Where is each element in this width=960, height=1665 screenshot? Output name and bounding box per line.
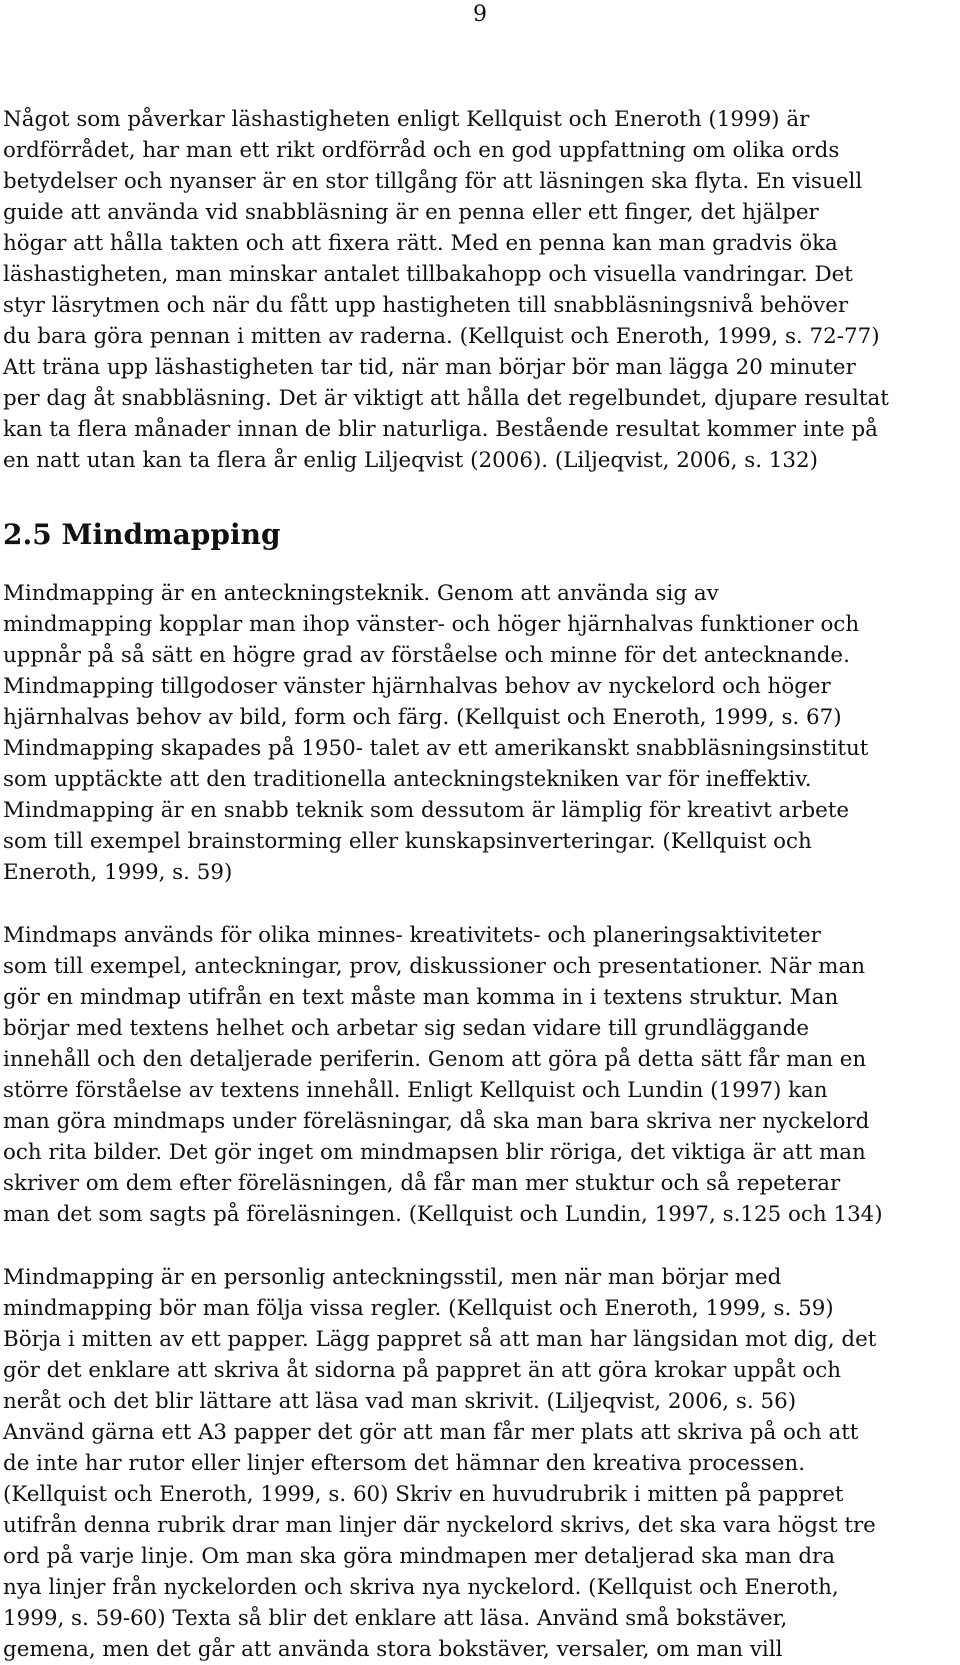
intro-paragraph — [3, 104, 953, 476]
text-line: betydelser och nyanser är en stor tillgång för att läsningen ska flyta. En visuell — [3, 169, 863, 194]
text-line: som till exempel, anteckningar, prov, diskussioner och presentationer. När man — [3, 954, 865, 979]
text-line: man det som sagts på föreläsningen. (Kellquist och Lundin, 1997, s.125 och 134) — [3, 1202, 883, 1227]
text-line: hjärnhalvas behov av bild, form och färg. (Kellquist och Eneroth, 1999, s. 67) — [3, 705, 842, 730]
spacer — [3, 476, 953, 518]
text-line: nya linjer från nyckelorden och skriva nya nyckelord. (Kellquist och Eneroth, — [3, 1575, 839, 1600]
text-line: Börja i mitten av ett papper. Lägg pappret så att man har längsidan mot dig, det — [3, 1327, 877, 1352]
section-paragraph-3 — [3, 1262, 953, 1665]
text-line: man göra mindmaps under föreläsningar, då ska man bara skriva ner nyckelord — [3, 1109, 870, 1134]
text-line: gör en mindmap utifrån en text måste man komma in i textens struktur. Man — [3, 985, 839, 1010]
text-line: en natt utan kan ta flera år enlig Liljeqvist (2006). (Liljeqvist, 2006, s. 132) — [3, 448, 818, 473]
spacer — [3, 888, 953, 920]
text-line: kan ta flera månader innan de blir naturliga. Bestående resultat kommer inte på — [3, 417, 878, 442]
text-line: Mindmapping är en anteckningsteknik. Genom att använda sig av — [3, 581, 719, 606]
text-line: mindmapping bör man följa vissa regler. (Kellquist och Eneroth, 1999, s. 59) — [3, 1296, 834, 1321]
text-line: skriver om dem efter föreläsningen, då får man mer stuktur och så repeterar — [3, 1171, 841, 1196]
text-line: Mindmapping tillgodoser vänster hjärnhalvas behov av nyckelord och höger — [3, 674, 831, 699]
page-number: 9 — [473, 2, 487, 27]
text-line: högar att hålla takten och att fixera rätt. Med en penna kan man gradvis öka — [3, 231, 838, 256]
text-line: per dag åt snabbläsning. Det är viktigt att hålla det regelbundet, djupare resultat — [3, 386, 889, 411]
spacer — [3, 1230, 953, 1262]
text-line: Mindmapping skapades på 1950- talet av ett amerikanskt snabbläsningsinstitut — [3, 736, 869, 761]
section-paragraph-1 — [3, 578, 953, 888]
text-line: börjar med textens helhet och arbetar sig sedan vidare till grundläggande — [3, 1016, 809, 1041]
text-line: Använd gärna ett A3 papper det gör att man får mer plats att skriva på och att — [3, 1420, 859, 1445]
text-line: Mindmapping är en personlig anteckningsstil, men när man börjar med — [3, 1265, 782, 1290]
text-line: uppnår på så sätt en högre grad av förståelse och minne för det antecknande. — [3, 643, 850, 668]
section-paragraph-2 — [3, 920, 953, 1230]
spacer — [3, 552, 953, 578]
text-line: och rita bilder. Det gör inget om mindmapsen blir röriga, det viktiga är att man — [3, 1140, 866, 1165]
text-line: gemena, men det går att använda stora bokstäver, versaler, om man vill — [3, 1637, 783, 1662]
text-line: innehåll och den detaljerade periferin. Genom att göra på detta sätt får man en — [3, 1047, 867, 1072]
text-line: mindmapping kopplar man ihop vänster- och höger hjärnhalvas funktioner och — [3, 612, 860, 637]
text-line: större förståelse av textens innehåll. Enligt Kellquist och Lundin (1997) kan — [3, 1078, 828, 1103]
text-line: utifrån denna rubrik drar man linjer där nyckelord skrivs, det ska vara högst tre — [3, 1513, 876, 1538]
text-line: Att träna upp läshastigheten tar tid, när man börjar bör man lägga 20 minuter — [3, 355, 856, 380]
document-body — [3, 104, 953, 1665]
text-line: styr läsrytmen och när du fått upp hastigheten till snabbläsningsnivå behöver — [3, 293, 849, 318]
text-line: de inte har rutor eller linjer eftersom det hämnar den kreativa processen. — [3, 1451, 806, 1476]
text-line: som upptäckte att den traditionella anteckningstekniken var för ineffektiv. — [3, 767, 812, 792]
text-line: läshastigheten, man minskar antalet tillbakahopp och visuella vandringar. Det — [3, 262, 853, 287]
section-heading: 2.5 Mindmapping — [3, 518, 281, 551]
text-line: Mindmaps används för olika minnes- kreativitets- och planeringsaktiviteter — [3, 923, 821, 948]
text-line: 1999, s. 59-60) Texta så blir det enklare att läsa. Använd små bokstäver, — [3, 1606, 788, 1631]
text-line: gör det enklare att skriva åt sidorna på pappret än att göra krokar uppåt och — [3, 1358, 842, 1383]
text-line: ord på varje linje. Om man ska göra mindmapen mer detaljerad ska man dra — [3, 1544, 836, 1569]
text-line: Mindmapping är en snabb teknik som dessutom är lämplig för kreativt arbete — [3, 798, 850, 823]
text-line: ordförrådet, har man ett rikt ordförråd och en god uppfattning om olika ords — [3, 138, 840, 163]
text-line: du bara göra pennan i mitten av raderna. (Kellquist och Eneroth, 1999, s. 72-77) — [3, 324, 880, 349]
text-line: (Kellquist och Eneroth, 1999, s. 60) Skriv en huvudrubrik i mitten på pappret — [3, 1482, 844, 1507]
text-line: guide att använda vid snabbläsning är en penna eller ett finger, det hjälper — [3, 200, 819, 225]
text-line: som till exempel brainstorming eller kunskapsinverteringar. (Kellquist och — [3, 829, 812, 854]
text-line: Eneroth, 1999, s. 59) — [3, 860, 233, 885]
text-line: Något som påverkar läshastigheten enligt Kellquist och Eneroth (1999) är — [3, 107, 810, 132]
text-line: neråt och det blir lättare att läsa vad man skrivit. (Liljeqvist, 2006, s. 56) — [3, 1389, 797, 1414]
